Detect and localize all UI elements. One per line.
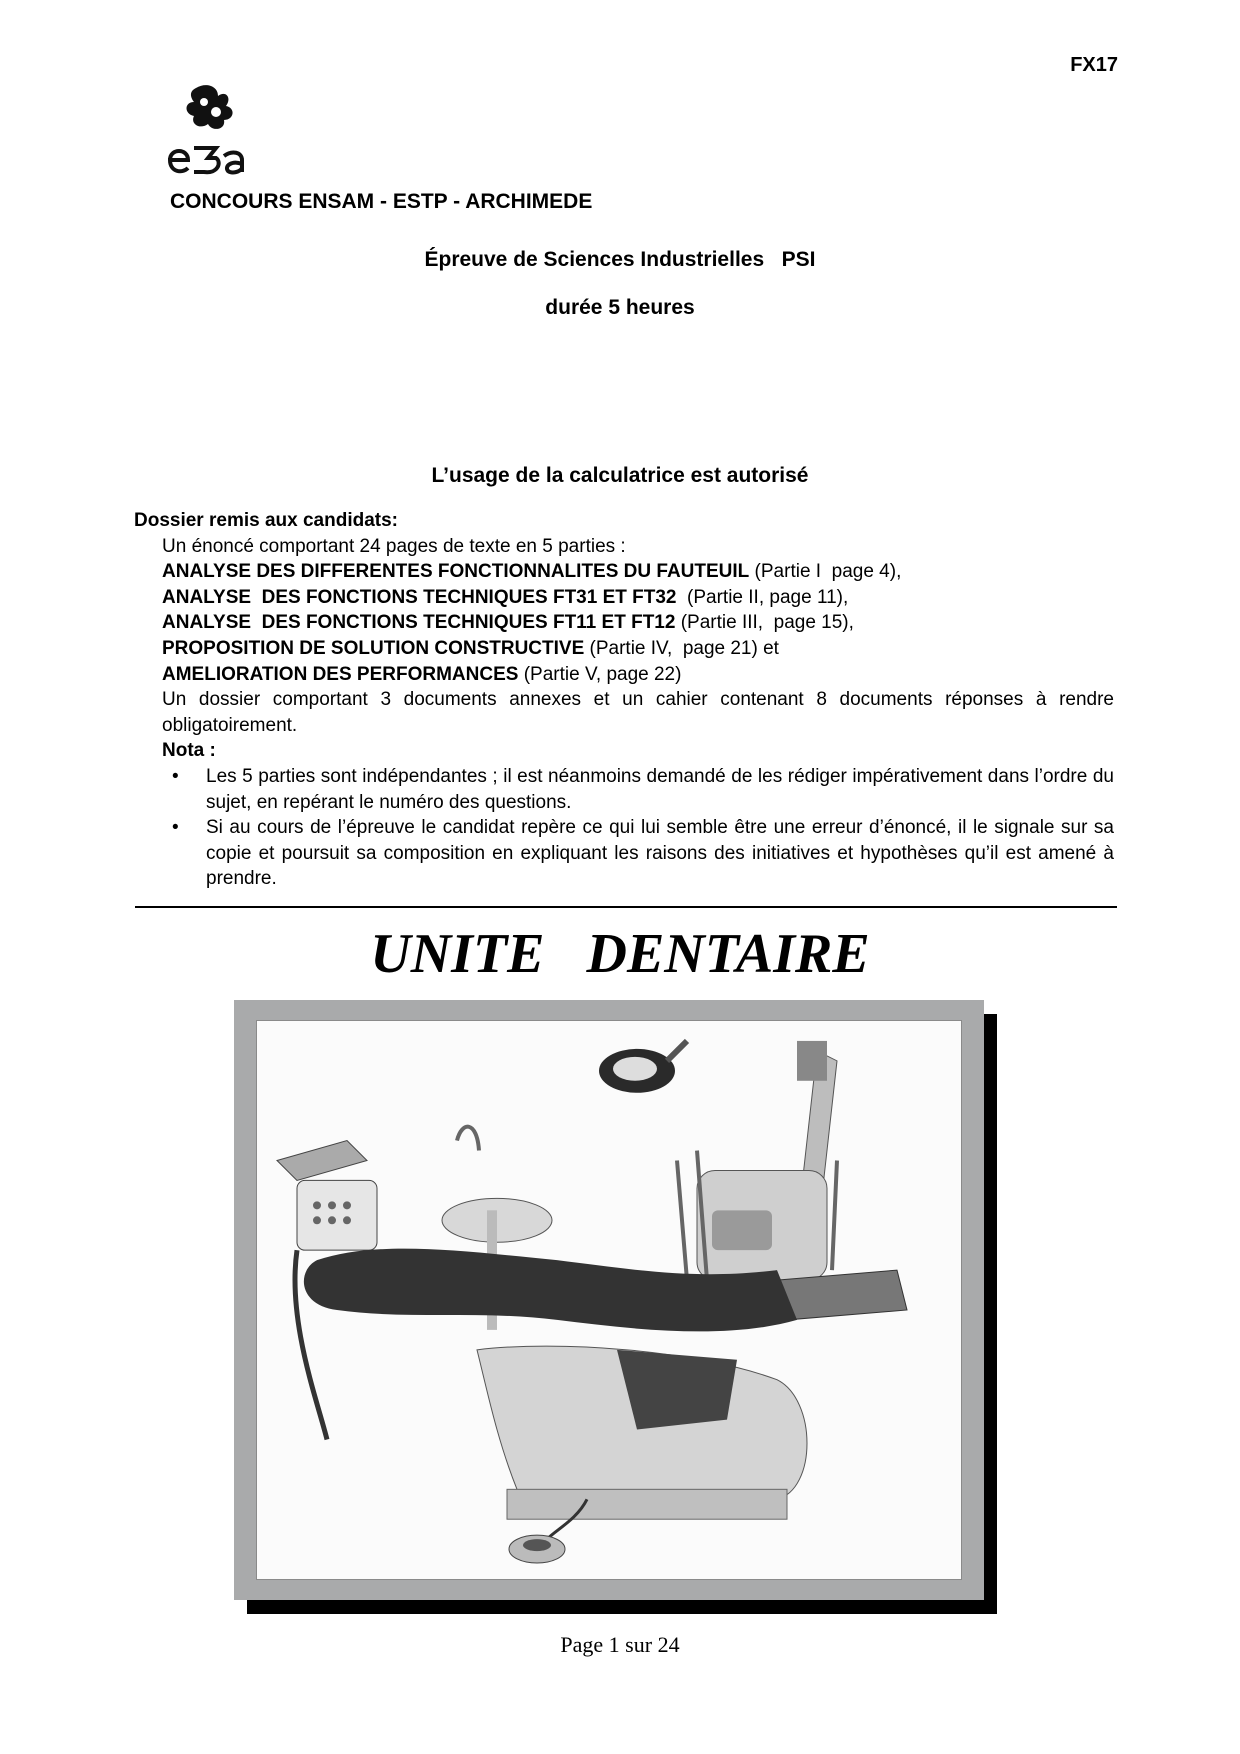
dossier-intro: Un énoncé comportant 24 pages de texte en 5 parties : bbox=[162, 535, 626, 557]
divider bbox=[135, 906, 1117, 908]
part-2 bbox=[134, 585, 1114, 611]
nota-item: • Si au cours de l’épreuve le candidat repère ce qui lui semble être une erreur d’énoncé, il le signale sur sa copie et poursuit sa composition en expliquant les raisons des initiatives et hypothèses qu’il est amené à prendre. bbox=[162, 815, 1114, 892]
lamp-icon bbox=[599, 1041, 687, 1093]
subject-title: Épreuve de Sciences Industrielles PSI bbox=[424, 248, 816, 271]
document-code: FX17 bbox=[1070, 54, 1118, 76]
part-4 bbox=[134, 636, 1114, 662]
dental-unit-image bbox=[256, 1020, 962, 1580]
page-number: Page 1 sur 24 bbox=[560, 1632, 680, 1657]
part-3 bbox=[134, 610, 1114, 636]
dossier-annexes: Un dossier comportant 3 documents annexes et un cahier contenant 8 documents réponses à rendre obligatoirement. bbox=[162, 689, 1114, 736]
part-title: ANALYSE DES DIFFERENTES FONCTIONNALITES DU FAUTEUIL bbox=[162, 561, 750, 583]
part-title: AMELIORATION DES PERFORMANCES bbox=[162, 663, 519, 685]
part-ref: (Partie IV, page 21) et bbox=[584, 637, 779, 659]
foot-pedal-icon bbox=[509, 1535, 565, 1563]
part-title: PROPOSITION DE SOLUTION CONSTRUCTIVE bbox=[162, 637, 585, 659]
part-5 bbox=[134, 662, 1114, 688]
dossier-heading: Dossier remis aux candidats: bbox=[134, 510, 398, 531]
dental-unit-image-frame bbox=[234, 1000, 984, 1600]
e3a-logo-icon bbox=[166, 80, 276, 180]
part-1 bbox=[134, 559, 1114, 585]
exam-duration: durée 5 heures bbox=[545, 296, 695, 319]
part-title: ANALYSE DES FONCTIONS TECHNIQUES FT11 ET FT12 bbox=[162, 612, 676, 634]
main-title: UNITE DENTAIRE bbox=[370, 923, 870, 985]
dossier-section bbox=[134, 508, 1114, 892]
part-ref: (Partie III, page 15), bbox=[675, 612, 854, 634]
e3a-logo bbox=[166, 80, 276, 180]
nota-label: Nota : bbox=[162, 740, 216, 762]
part-title: ANALYSE DES FONCTIONS TECHNIQUES FT31 ET FT32 bbox=[162, 586, 677, 608]
nota-item: • Les 5 parties sont indépendantes ; il est néanmoins demandé de les rédiger impérativement dans l’ordre du sujet, en repérant le numéro des questions. bbox=[162, 764, 1114, 815]
part-ref: (Partie V, page 22) bbox=[518, 663, 682, 685]
part-ref: (Partie I page 4), bbox=[749, 561, 902, 583]
nota-list bbox=[134, 764, 1114, 892]
calculator-note: L’usage de la calculatrice est autorisé bbox=[431, 464, 809, 487]
part-ref: (Partie II, page 11), bbox=[676, 586, 849, 608]
contest-name: CONCOURS ENSAM - ESTP - ARCHIMEDE bbox=[170, 190, 593, 213]
dental-chair-illustration bbox=[257, 1021, 961, 1579]
